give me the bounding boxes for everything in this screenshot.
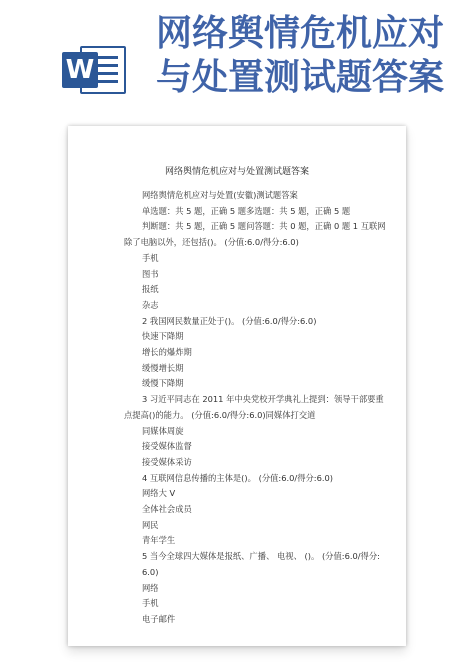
document-line: 3 习近平同志在 2011 年中央党校开学典礼上提到：领导干部要重 xyxy=(142,394,384,405)
word-letter-badge: W xyxy=(62,52,98,88)
document-line: 青年学生 xyxy=(142,535,176,546)
banner xyxy=(0,0,474,118)
document-line: 缓慢增长期 xyxy=(142,362,184,373)
document-line: 除了电脑以外，还包括()。 (分值:6.0/得分:6.0) xyxy=(124,237,299,248)
document-line: 全体社会成员 xyxy=(142,504,192,515)
document-line: 手机 xyxy=(142,252,159,263)
document-body xyxy=(124,188,386,628)
document-line: 5 当今全球四大媒体是报纸、广播、 电视、 ()。 (分值:6.0/得分: xyxy=(142,551,380,562)
word-document-icon xyxy=(62,44,128,96)
document-line: 网民 xyxy=(142,519,159,530)
document-line: 杂志 xyxy=(142,299,159,310)
document-line: 网络大 V xyxy=(142,488,176,499)
document-line: 接受媒体监督 xyxy=(142,441,192,452)
document-line: 4 互联网信息传播的主体是()。 (分值:6.0/得分:6.0) xyxy=(142,472,334,483)
document-line: 2 我国网民数量正处于()。 (分值:6.0/得分:6.0) xyxy=(142,315,317,326)
banner-title-line-1: 网络舆情危机应对 xyxy=(156,13,445,54)
document-line: 6.0) xyxy=(142,566,159,577)
document-line: 判断题：共 5 题，正确 5 题问答题：共 0 题，正确 0 题 1 互联网 xyxy=(142,221,386,232)
document-line: 网络 xyxy=(142,582,159,593)
document-line: 报纸 xyxy=(142,284,159,295)
document-line: 点提高()的能力。 (分值:6.0/得分:6.0)同媒体打交道 xyxy=(124,409,316,420)
document-line: 手机 xyxy=(142,598,159,609)
document-line: 网络舆情危机应对与处置(安徽)测试题答案 xyxy=(142,190,298,200)
document-line: 缓慢下降期 xyxy=(142,378,184,389)
document-title: 网络舆情危机应对与处置测试题答案 xyxy=(164,167,309,177)
banner-title xyxy=(156,12,456,100)
banner-title-line-2: 与处置测试题答案 xyxy=(156,57,445,98)
document-line: 增长的爆炸期 xyxy=(142,347,192,358)
document-line: 快速下降期 xyxy=(142,331,184,342)
document-line: 图书 xyxy=(142,268,159,279)
document-line: 单选题：共 5 题，正确 5 题多选题：共 5 题，正确 5 题 xyxy=(142,205,351,216)
document-page xyxy=(68,126,406,646)
document-line: 电子邮件 xyxy=(142,613,176,624)
document-line: 同媒体周旋 xyxy=(142,425,184,436)
document-line: 接受媒体采访 xyxy=(142,456,192,467)
